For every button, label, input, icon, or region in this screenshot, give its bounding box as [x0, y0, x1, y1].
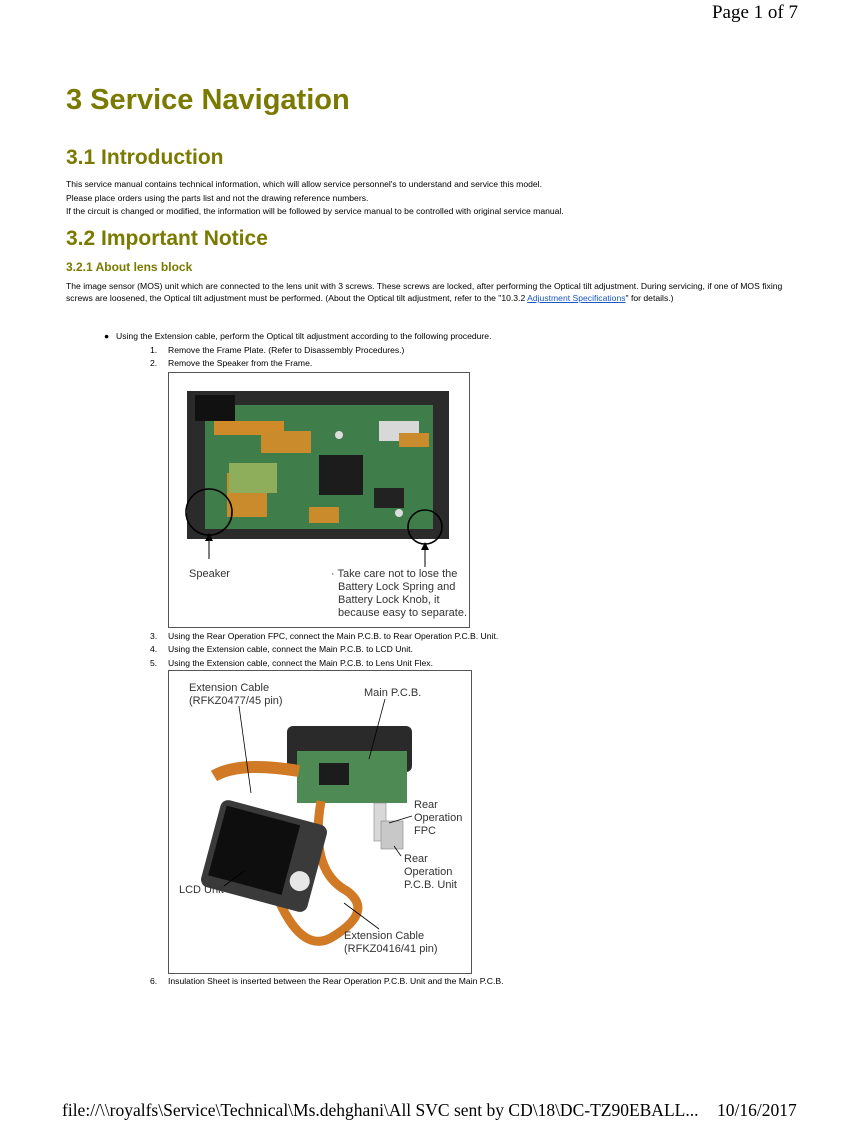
page-number: Page 1 of 7 [711, 2, 798, 23]
step-number: 1. [150, 345, 158, 355]
note-line: · Take care not to lose the [331, 568, 458, 580]
procedure-step [150, 630, 498, 643]
step-text: Using the Rear Operation FPC, connect the Main P.C.B. to Rear Operation P.C.B. Unit. [168, 631, 499, 641]
figure-speaker-removal [168, 372, 470, 628]
step-number: 2. [150, 358, 158, 368]
step-text: Using the Extension cable, connect the Main P.C.B. to LCD Unit. [168, 644, 413, 654]
note-line: Battery Lock Knob, it [338, 594, 440, 606]
label-line: FPC [414, 825, 436, 837]
label-line: Extension Cable [344, 930, 425, 942]
intro-line: Please place orders using the parts list and not the drawing reference numbers. [66, 192, 369, 203]
intro-line: This service manual contains technical information, which will allow service personnel's to understand and service this model. [66, 179, 542, 189]
procedure-bullet [104, 330, 491, 343]
intro-paragraph [66, 178, 796, 219]
step-text: Remove the Speaker from the Frame. [168, 358, 313, 368]
step-number: 4. [150, 644, 158, 654]
procedure-step [150, 357, 312, 370]
footer [62, 1100, 797, 1121]
page-title: 3 Service Navigation [66, 84, 350, 116]
section-heading-important-notice: 3.2 Important Notice [66, 227, 268, 250]
label-line: Rear [404, 853, 428, 865]
note-line: Battery Lock Spring and [338, 581, 456, 593]
paragraph-text: The image sensor (MOS) unit which are connected to the lens unit with 3 screws. These screws are locked, after performing the Optical tilt adjustment. During servicing, if one of MOS fixing screws are loosened, the Optical tilt adjustment must be performed. (About the Optical tilt adjustment, refer to the "10.3.2 [66, 281, 783, 303]
procedure-step [150, 975, 504, 988]
main-pcb-label: Main P.C.B. [364, 687, 422, 699]
label-line: Operation [414, 812, 463, 824]
label-line: P.C.B. Unit [404, 879, 457, 891]
intro-line: If the circuit is changed or modified, the information will be followed by service manual to be controlled with original service manual. [66, 206, 564, 216]
procedure-step [150, 657, 433, 670]
label-line: Operation [404, 866, 453, 878]
step-text: Insulation Sheet is inserted between the Rear Operation P.C.B. Unit and the Main P.C.B. [168, 976, 504, 986]
step-number: 6. [150, 976, 158, 986]
battery-lock-note [331, 568, 467, 620]
lens-block-paragraph [66, 280, 794, 304]
paragraph-text: " for details.) [625, 293, 674, 303]
extension-cable-41pin-label [344, 930, 438, 956]
lcd-unit-label: LCD Unit [179, 884, 224, 896]
speaker-label: Speaker [189, 568, 230, 580]
step-number: 5. [150, 658, 158, 668]
rear-operation-pcb-label [404, 853, 457, 892]
label-line: (RFKZ0477/45 pin) [189, 695, 283, 707]
rear-operation-fpc-label [414, 799, 462, 838]
step-text: Remove the Frame Plate. (Refer to Disassembly Procedures.) [168, 345, 405, 355]
label-line: (RFKZ0416/41 pin) [344, 943, 438, 955]
extension-cable-45pin-label [189, 682, 283, 708]
step-text: Using the Extension cable, connect the Main P.C.B. to Lens Unit Flex. [168, 658, 433, 668]
procedure-step [150, 344, 404, 357]
adjustment-specifications-link[interactable]: Adjustment Specifications [527, 293, 626, 303]
step-number: 3. [150, 631, 158, 641]
bullet-text: Using the Extension cable, perform the Optical tilt adjustment according to the following procedure. [116, 331, 492, 341]
subsection-heading-lens-block: 3.2.1 About lens block [66, 260, 193, 274]
bullet-icon: ● [104, 331, 110, 341]
label-line: Rear [414, 799, 438, 811]
print-date: 10/16/2017 [717, 1100, 797, 1120]
note-line: because easy to separate. [338, 607, 468, 619]
procedure-step [150, 643, 413, 656]
label-line: Extension Cable [189, 682, 270, 694]
section-heading-introduction: 3.1 Introduction [66, 146, 224, 169]
figure-extension-cable-setup [168, 670, 472, 974]
file-path: file://\\royalfs\Service\Technical\Ms.dehghani\All SVC sent by CD\18\DC-TZ90EBALL... [62, 1100, 699, 1120]
